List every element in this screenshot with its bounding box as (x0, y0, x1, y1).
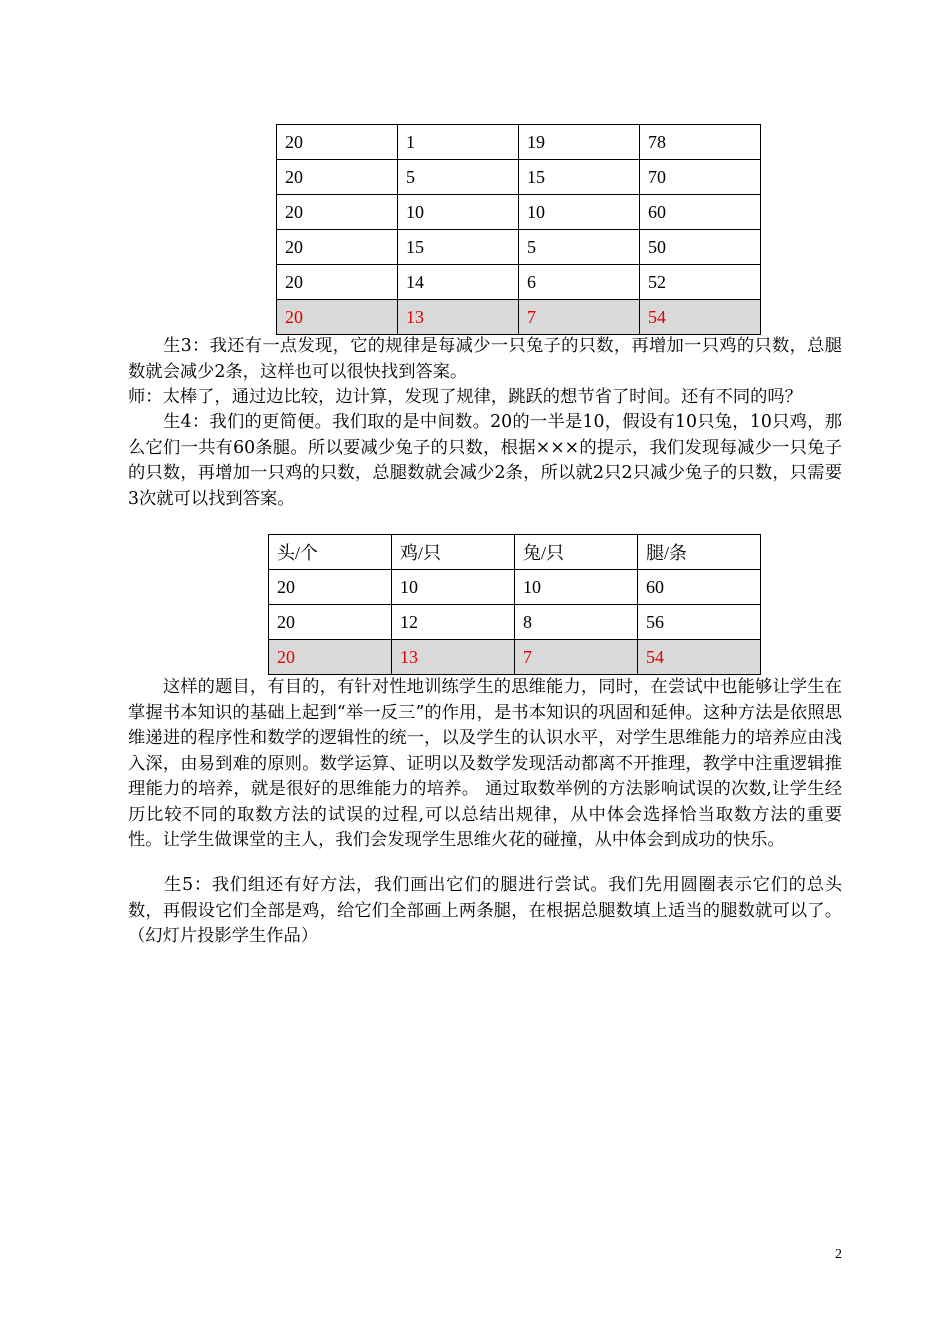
table-cell: 20 (277, 160, 398, 195)
table-row-answer (277, 300, 761, 335)
table-cell: 50 (640, 230, 761, 265)
paragraph-student3: 生3：我还有一点发现，它的规律是每减少一只兔子的只数，再增加一只鸡的只数，总腿数就会减少2条，这样也可以很快找到答案。 (128, 336, 842, 382)
table-header-row (269, 535, 761, 570)
table-cell: 13 (398, 300, 519, 335)
table-cell: 20 (277, 195, 398, 230)
table-cell: 7 (519, 300, 640, 335)
table-cell: 5 (398, 160, 519, 195)
table-cell: 60 (638, 570, 761, 605)
table-cell: 20 (277, 125, 398, 160)
page-number: 2 (835, 1247, 842, 1262)
table-cell: 7 (515, 640, 638, 675)
table-cell: 56 (638, 605, 761, 640)
table-cell: 13 (392, 640, 515, 675)
table-cell: 8 (515, 605, 638, 640)
table-cell: 15 (398, 230, 519, 265)
table-cell: 52 (640, 265, 761, 300)
table-row (277, 230, 761, 265)
table-row (277, 265, 761, 300)
table-cell: 14 (398, 265, 519, 300)
table-cell: 10 (519, 195, 640, 230)
table-row (277, 195, 761, 230)
table-cell: 20 (269, 570, 392, 605)
paragraph-student4: 生4：我们的更简便。我们取的是中间数。20的一半是10，假设有10只兔，10只鸡，那么它们一共有60条腿。所以要减少兔子的只数，根据×××的提示，我们发现每减少一只兔子的只数，再增加一只鸡的只数，总腿数就会减少2条，所以就2只2只减少兔子的只数，只需要3次就可以找到答案。 (128, 412, 842, 509)
trial-table-2 (268, 534, 761, 675)
table-cell: 10 (515, 570, 638, 605)
table-cell: 10 (392, 570, 515, 605)
table-cell: 10 (398, 195, 519, 230)
table-header-cell: 鸡/只 (392, 535, 515, 570)
table-row (277, 125, 761, 160)
table-cell: 20 (269, 640, 392, 675)
table-row (269, 605, 761, 640)
table-cell: 15 (519, 160, 640, 195)
table-cell: 70 (640, 160, 761, 195)
table-header-cell: 兔/只 (515, 535, 638, 570)
table-cell: 54 (640, 300, 761, 335)
table-cell: 20 (277, 265, 398, 300)
table-cell: 20 (269, 605, 392, 640)
table-cell: 60 (640, 195, 761, 230)
table-cell: 12 (392, 605, 515, 640)
table-cell: 20 (277, 230, 398, 265)
table-header-cell: 腿/条 (638, 535, 761, 570)
table-cell: 19 (519, 125, 640, 160)
trial-table-1 (276, 124, 761, 335)
paragraph-summary: 这样的题目，有目的，有针对性地训练学生的思维能力，同时，在尝试中也能够让学生在掌握书本知识的基础上起到“举一反三”的作用，是书本知识的巩固和延伸。这种方法是依照思维递进的程序性和数学的逻辑性的统一，以及学生的认识水平，对学生思维能力的培养应由浅入深，由易到难的原则。数学运算、证明以及数学发现活动都离不开推理，教学中注重逻辑推理能力的培养，就是很好的思维能力的培养。 通过取数举例的方法影响试误的次数,让学生经历比较不同的取数方法的试误的过程,可以总结出规律，从中体会选择恰当取数方法的重要性。让学生做课堂的主人，我们会发现学生思维火花的碰撞，从中体会到成功的快乐。 (128, 677, 842, 850)
table-row (269, 570, 761, 605)
table-cell: 78 (640, 125, 761, 160)
table-cell: 54 (638, 640, 761, 675)
table-cell: 6 (519, 265, 640, 300)
table-row (277, 160, 761, 195)
table-cell: 5 (519, 230, 640, 265)
table-header-cell: 头/个 (269, 535, 392, 570)
table-cell: 1 (398, 125, 519, 160)
table-cell: 20 (277, 300, 398, 335)
paragraph-student5: 生5：我们组还有好方法，我们画出它们的腿进行尝试。我们先用圆圈表示它们的总头数，再假设它们全部是鸡，给它们全部画上两条腿，在根据总腿数填上适当的腿数就可以了。（幻灯片投影学生作品） (128, 875, 842, 946)
table-row-answer (269, 640, 761, 675)
paragraph-teacher: 师：太棒了，通过边比较，边计算，发现了规律，跳跃的想节省了时间。还有不同的吗？ (128, 387, 802, 407)
